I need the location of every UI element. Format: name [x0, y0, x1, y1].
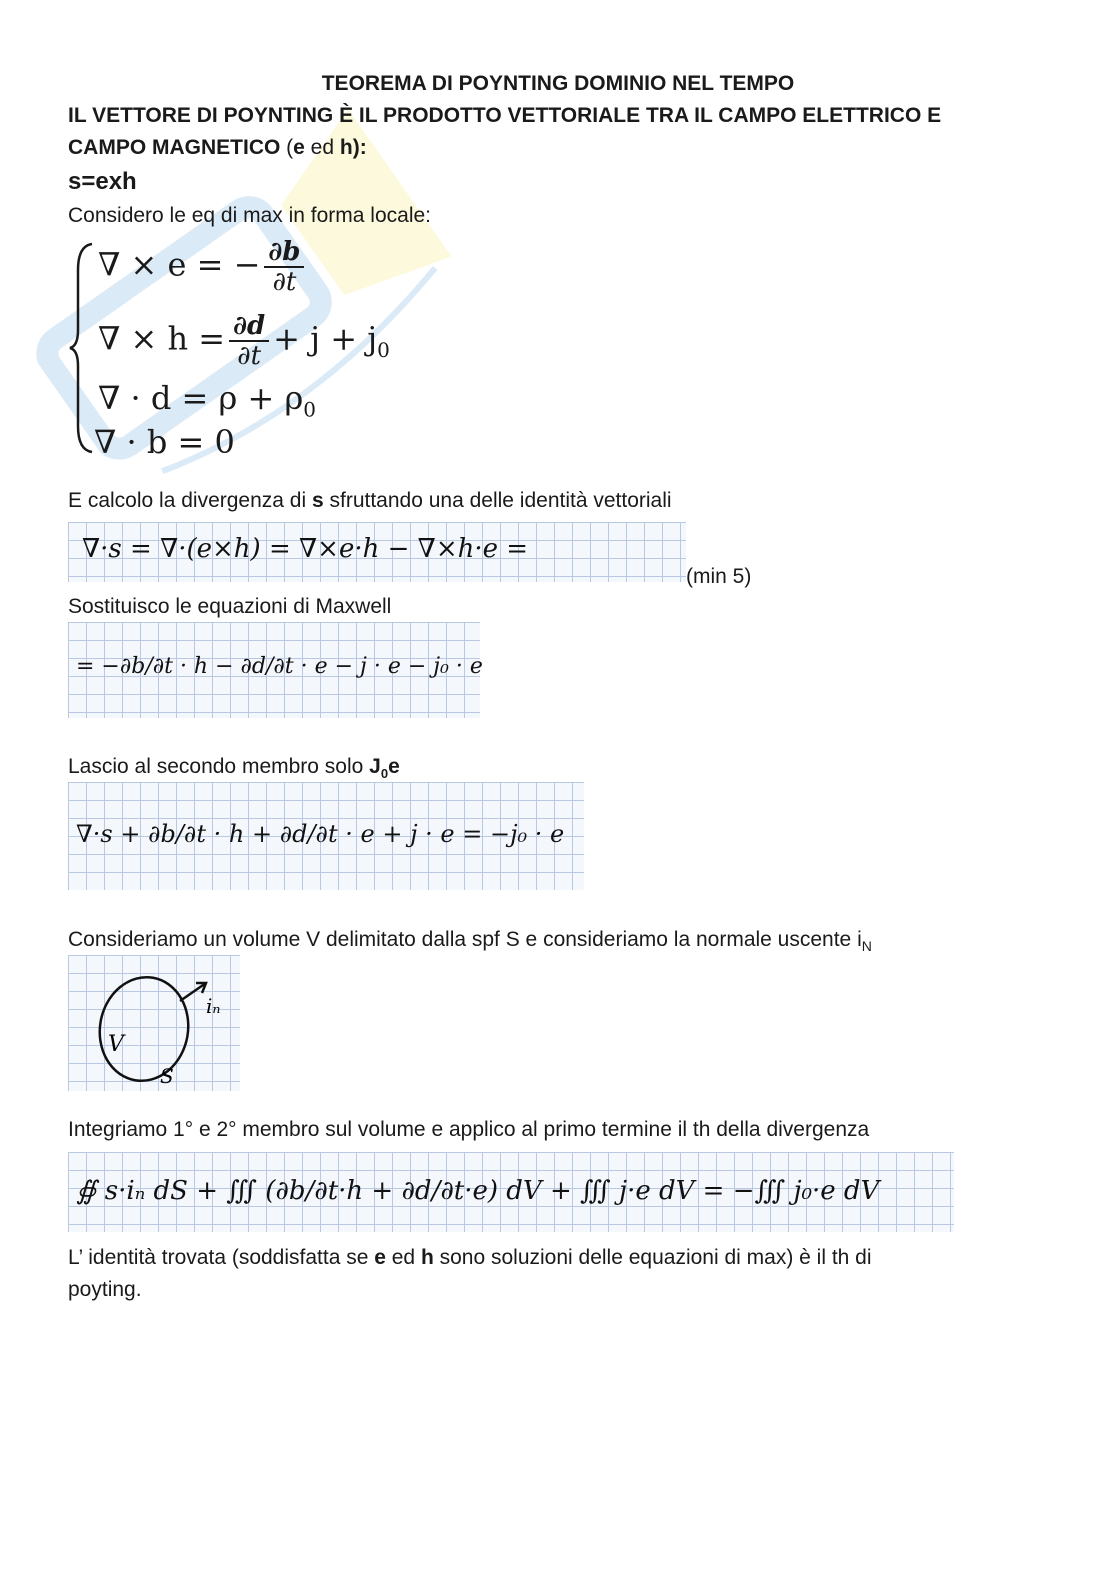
page-title: TEOREMA DI POYNTING DOMINIO NEL TEMPO: [321, 72, 795, 95]
heading-ed: ed: [304, 136, 340, 159]
heading-line-1: IL VETTORE DI POYNTING È IL PRODOTTO VETTORIALE TRA IL CAMPO ELETTRICO E: [68, 104, 942, 127]
eq1-den: ∂t: [272, 267, 297, 297]
text-conclusion-2: poyting.: [68, 1278, 142, 1301]
handwritten-substitution-text: = −∂b/∂t · h − ∂d/∂t · e − j · e − j₀ · e: [76, 654, 483, 679]
poynting-formula: s=exh: [68, 168, 137, 195]
text-vol-sub: N: [861, 938, 872, 955]
eq1-num: ∂b: [264, 238, 304, 268]
eq3-sub: 0: [303, 397, 317, 422]
eq2-den: ∂t: [237, 341, 262, 371]
text-integrate: Integriamo 1° e 2° membro sul volume e applico al primo termine il th della divergenza: [68, 1118, 870, 1141]
eq2-rhs: + j + j: [273, 319, 378, 358]
min5-label: (min 5): [686, 565, 752, 588]
eq2-lhs: ∇ × h =: [98, 319, 226, 358]
handwritten-identity-text: ∇·s = ∇·(e×h) = ∇×e·h − ∇×h·e =: [82, 534, 529, 564]
text-end1-b: sono soluzioni delle equazioni di max) è il th di: [433, 1246, 872, 1269]
handwritten-integral: [68, 1152, 954, 1232]
maxwell-eq-2: [98, 312, 390, 370]
text-end1-ed: ed: [385, 1246, 421, 1269]
text-local-form: Considero le eq di max in forma locale:: [68, 204, 432, 227]
maxwell-eq-1: [98, 238, 308, 296]
handwritten-substitution: [68, 622, 483, 718]
text-divergence: [68, 488, 672, 514]
text-lascio-a: Lascio al secondo membro solo: [68, 755, 370, 778]
text-vol-a: Consideriamo un volume V delimitato dalla spf S e consideriamo la normale uscente i: [68, 928, 862, 951]
heading-paren-open: (: [280, 136, 294, 159]
handwritten-rearranged: [68, 782, 584, 890]
system-brace: [66, 240, 96, 455]
sketch-label-normal: iₙ: [206, 994, 221, 1018]
text-lascio-e: e: [388, 755, 400, 778]
handwritten-identity: [68, 522, 686, 582]
eq3-text: ∇ · d = ρ + ρ: [98, 379, 304, 417]
text-substitute: Sostituisco le equazioni di Maxwell: [68, 595, 392, 618]
text-div-a: E calcolo la divergenza di: [68, 489, 312, 512]
sketch-label-v: V: [108, 1032, 124, 1057]
text-end1-h: h: [420, 1246, 434, 1269]
heading-bold-text: CAMPO MAGNETICO: [68, 136, 281, 159]
volume-sketch-drawing: [68, 955, 240, 1091]
text-div-b: sfruttando una delle identità vettoriali: [323, 489, 672, 512]
volume-sketch: [68, 955, 240, 1091]
heading-e: e: [293, 136, 305, 159]
text-conclusion-1: [68, 1245, 872, 1271]
handwritten-rearranged-text: ∇·s + ∂b/∂t · h + ∂d/∂t · e + j · e = −j₀ · e: [76, 820, 565, 848]
heading-h: h: [339, 136, 353, 159]
eq2-sub: 0: [377, 337, 390, 362]
text-div-s: s: [311, 489, 324, 512]
handwritten-integral-text: ∯ s·iₙ dS + ∭ (∂b/∂t·h + ∂d/∂t·e) dV + ∭ j·e dV = −∭ j₀·e dV: [76, 1176, 880, 1206]
sketch-label-s: S: [160, 1064, 174, 1088]
eq2-num: ∂d: [229, 312, 269, 342]
maxwell-eq-4: ∇ · b = 0: [94, 423, 235, 461]
heading-close: ):: [352, 136, 367, 159]
text-lascio-j: J: [369, 755, 381, 778]
heading-line-2: [68, 132, 367, 164]
text-end1-a: L’ identità trovata (soddisfatta se: [68, 1246, 375, 1269]
text-end1-e: e: [374, 1246, 386, 1269]
eq1-lhs: ∇ × e = −: [98, 245, 261, 284]
text-lascio-sub: 0: [380, 766, 389, 782]
